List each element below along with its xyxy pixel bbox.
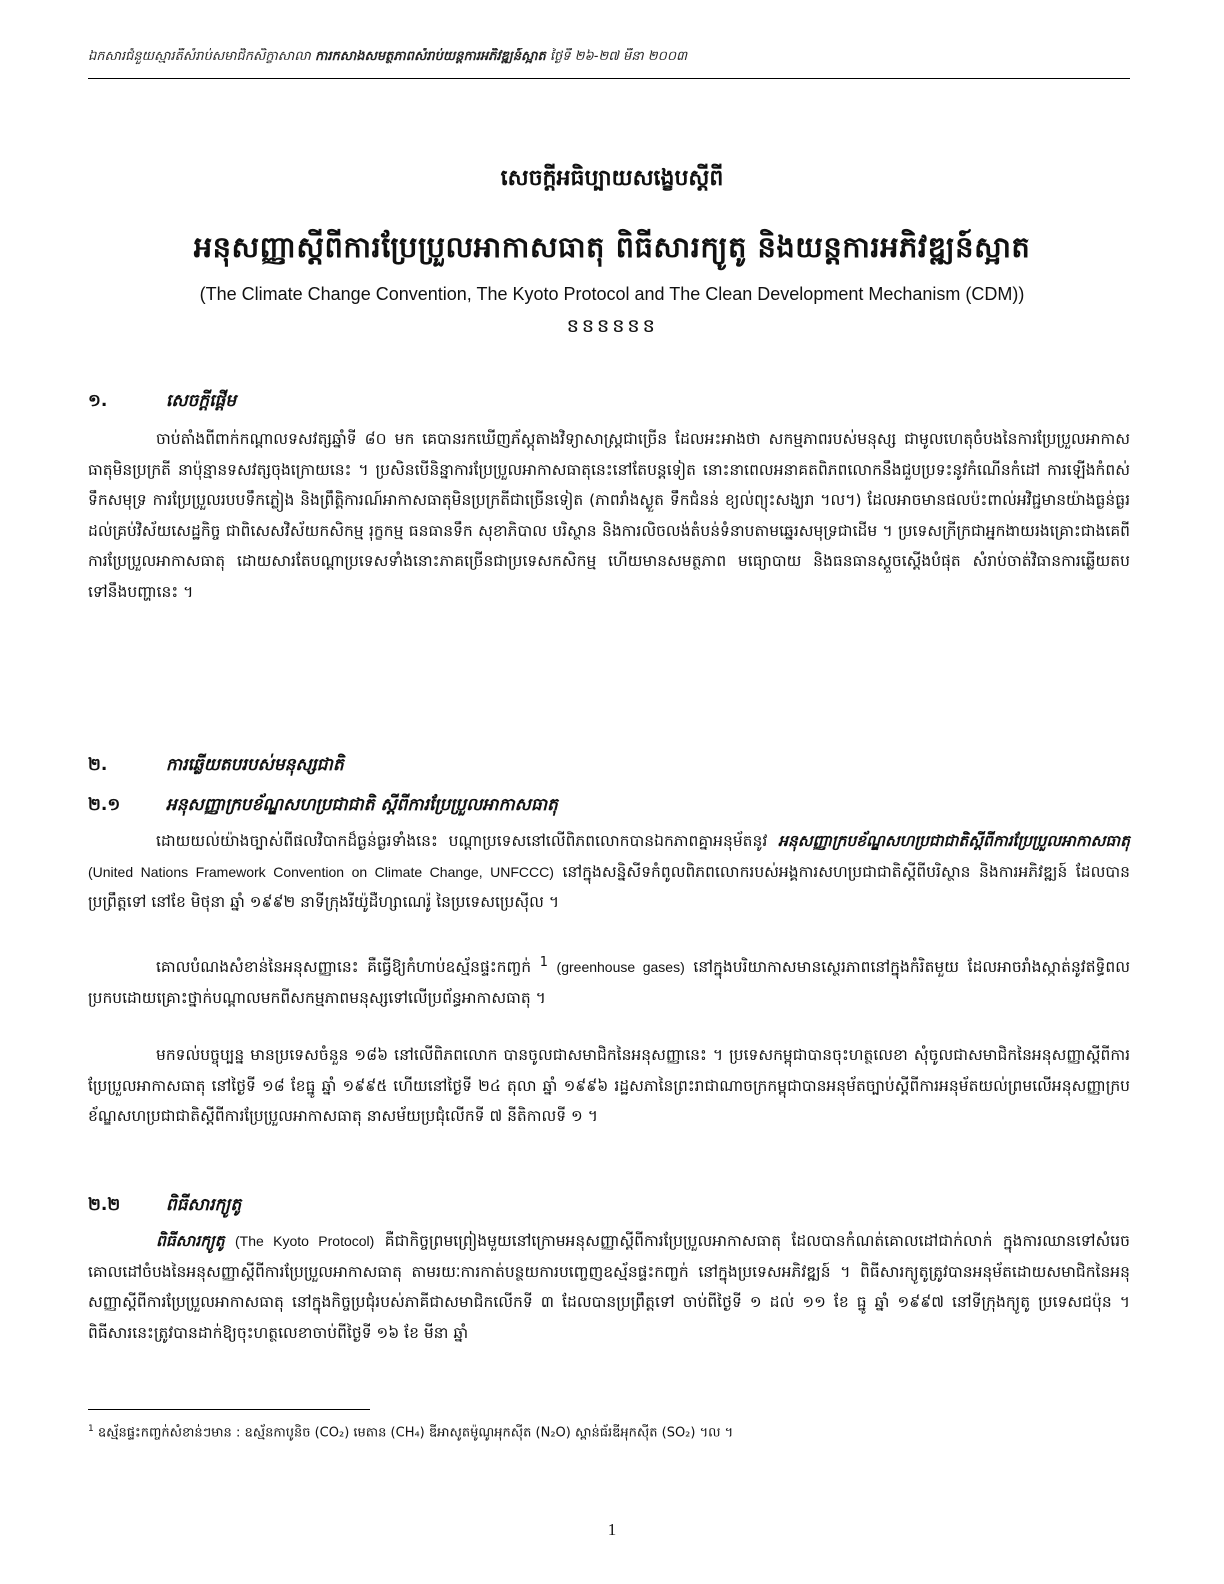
header-workshop-title: ការកសាងសមត្ថភាពសំរាប់យន្តការអភិវឌ្ឍន៍ស្អាត: [314, 49, 546, 64]
footnote-text: ឧស្ម័នផ្ទះកញ្ចក់សំខាន់ៗមាន : ឧស្ម័នកាបូនិច (CO₂) មេតាន (CH₄) ឌីអាសូតម៉ូណូអុកស៊ីត (N₂O) ស្ពាន់ធ័រឌីអុកស៊ីត (SO₂) ។ល ។: [97, 1425, 734, 1441]
document-english-subtitle: (The Climate Change Convention, The Kyoto Protocol and The Clean Development Mechanism (CDM)): [199, 284, 1025, 304]
section-heading-1: [88, 390, 236, 415]
paragraph-text: នៅក្នុងសន្និសីទកំពូលពិភពលោករបស់អង្គការសហប្រជាជាតិស្តីពីបរិស្ថាន និងការអភិវឌ្ឍន៍ ដែលបានប្រព្រឹត្តទៅ នៅខែ មិថុនា ឆ្នាំ ១៩៩២ នាទីក្រុងរីយ៉ូដឺហ្សាណេរ៉ូ នៃប្រទេសប្រេស៊ីល ។: [88, 862, 1130, 911]
kyoto-english: (The Kyoto Protocol): [234, 1233, 375, 1249]
paragraph-text: គោលបំណងសំខាន់នៃអនុសញ្ញានេះ គឺធ្វើឱ្យកំហាប់ឧស្ម័នផ្ទះកញ្ចក់: [156, 958, 540, 977]
header-text: ឯកសារជំនួយស្មារតីសំរាប់សមាជិកសិក្ខាសាលា: [88, 49, 311, 64]
section-title: អនុសញ្ញាក្របខ័ណ្ឌសហប្រជាជាតិ ស្តីពីការប្រែប្រួលអាកាសធាតុ: [165, 795, 558, 815]
section-number: ២.២: [88, 1195, 121, 1215]
section-title: ការឆ្លើយតបរបស់មនុស្សជាតិ: [165, 755, 344, 775]
footnote-divider: [88, 1409, 370, 1410]
section-number: ១.: [88, 391, 108, 411]
document-main-title: អនុសញ្ញាស្តីពីការប្រែប្រួលអាកាសធាតុ ពិធីសារក្យូតូ និងយន្តការអភិវឌ្ឍន៍ស្អាត: [193, 230, 1031, 264]
paragraph-unfccc: [88, 826, 1130, 918]
footnote: [88, 1424, 1130, 1443]
paragraph-introduction: ចាប់តាំងពីពាក់កណ្តាលទសវត្សឆ្នាំទី ៨០ មក គេបានរកឃើញភ័ស្តុតាងវិទ្យាសាស្ត្រជាច្រើន ដែលអះអាងថា សកម្មភាពរបស់មនុស្ស ជាមូលហេតុចំបងនៃការប្រែប្រួលអាកាសធាតុមិនប្រក្រតី នាប៉ុន្មានទសវត្សចុងក្រោយនេះ ។ ប្រសិនបើនិន្នាការប្រែប្រួលអាកាសធាតុនេះនៅតែបន្តទៀត នោះនាពេលអនាគតពិភពលោកនឹងជួបប្រទះនូវកំណើនកំដៅ ការឡើងកំពស់ទឹកសមុទ្រ ការប្រែប្រួលរបបទឹកភ្លៀង និងព្រឹត្តិការណ៍អាកាសធាតុមិនប្រក្រតីជាច្រើនទៀត (ភាពរាំងស្ងួត ទឹកជំនន់ ខ្យល់ព្យុះសង្ឃរា ។ល។) ដែលអាចមានផលប៉ះពាល់អវិជ្ជមានយ៉ាងធ្ងន់ធ្ងរដល់គ្រប់វិស័យសេដ្ឋកិច្ច ជាពិសេសវិស័យកសិកម្ម រុក្ខកម្ម ធនធានទឹក សុខាភិបាល បរិស្ថាន និងការលិចលង់តំបន់ទំនាបតាមឆ្នេរសមុទ្រជាដើម ។ ប្រទេសក្រីក្រជាអ្នកងាយរងគ្រោះជាងគេពីការប្រែប្រួលអាកាសធាតុ ដោយសារតែបណ្តាប្រទេសទាំងនោះភាគច្រើនជាប្រទេសកសិកម្ម ហើយមានសមត្ថភាព មធ្យោបាយ និងធនធានស្តួចស្តើងបំផុត សំរាប់ចាត់វិធានការឆ្លើយតបទៅនឹងបញ្ហានេះ ។: [88, 430, 1130, 601]
section-heading-2: [88, 754, 344, 779]
paragraph-objective: [88, 948, 1130, 1013]
section-title: ពិធីសារក្យូតូ: [165, 1195, 242, 1215]
section-heading-2-1: [88, 794, 558, 819]
paragraph-text: គឺជាកិច្ចព្រមព្រៀងមួយនៅក្រោមអនុសញ្ញាស្តីពីការប្រែប្រួលអាកាសធាតុ ដែលបានកំណត់គោលដៅជាក់លាក់ ក្នុងការឈានទៅសំរេចគោលដៅចំបងនៃអនុសញ្ញាស្តីពីការប្រែប្រួលអាកាសធាតុ តាមរយៈការកាត់បន្ថយការបញ្ចេញឧស្ម័នផ្ទះកញ្ចក់ នៅក្នុងប្រទេសអភិវឌ្ឍន៍ ។ ពិធីសារក្យូតូត្រូវបានអនុម័តដោយសមាជិកនៃអនុសញ្ញាស្តីពីការប្រែប្រួលអាកាសធាតុ នៅក្នុងកិច្ចប្រជុំរបស់ភាគីជាសមាជិកលើកទី ៣ ដែលបានប្រព្រឹត្តទៅ ចាប់ពីថ្ងៃទី ១ ដល់ ១១ ខែ ធ្នូ ឆ្នាំ ១៩៩៧ នៅទីក្រុងក្យូតូ ប្រទេសជប៉ុន ។ ពិធីសារនេះត្រូវបានដាក់ឱ្យចុះហត្ថលេខាចាប់ពីថ្ងៃទី ១៦ ខែ មីនា ឆ្នាំ: [88, 1232, 1130, 1342]
kyoto-name: ពិធីសារក្យូតូ: [156, 1232, 225, 1250]
section-heading-2-2: [88, 1194, 241, 1219]
footnote-mark: 1: [88, 1424, 94, 1434]
ornament-divider: ៜៜៜៜៜៜ: [566, 313, 658, 337]
greenhouse-gases-english: (greenhouse gases): [556, 959, 685, 976]
paragraph-kyoto: [88, 1226, 1130, 1348]
document-title: សេចក្តីអធិប្បាយសង្ខេបស្តីពី: [500, 166, 724, 191]
header-divider: [88, 78, 1130, 79]
running-header: [88, 48, 1130, 78]
footnote-reference[interactable]: 1: [539, 955, 548, 970]
section-number: ២.១: [88, 795, 121, 815]
unfccc-name: អនុសញ្ញាក្របខ័ណ្ឌសហប្រជាជាតិស្តីពីការប្រែប្រួលអាកាសធាតុ: [778, 832, 1130, 850]
section-title: សេចក្តីផ្តើម: [165, 391, 237, 411]
unfccc-english: (United Nations Framework Convention on Climate Change, UNFCCC): [88, 863, 554, 880]
section-number: ២.: [88, 755, 108, 775]
paragraph-membership: មកទល់បច្ចុប្បន្ន មានប្រទេសចំនួន ១៨៦ នៅលើពិភពលោក បានចូលជាសមាជិកនៃអនុសញ្ញានេះ ។ ប្រទេសកម្ពុជាបានចុះហត្ថលេខា សុំចូលជាសមាជិកនៃអនុសញ្ញាស្តីពីការប្រែប្រួលអាកាសធាតុ នៅថ្ងៃទី ១៨ ខែធ្នូ ឆ្នាំ ១៩៩៥ ហើយនៅថ្ងៃទី ២៤ តុលា ឆ្នាំ ១៩៩៦ រដ្ឋសភានៃព្រះរាជាណាចក្រកម្ពុជាបានអនុម័តច្បាប់ស្តីពីការអនុម័តយល់ព្រមលើអនុសញ្ញាក្របខ័ណ្ឌសហប្រជាជាតិស្តីពីការប្រែប្រួលអាកាសធាតុ នាសម័យប្រជុំលើកទី ៧ នីតិកាលទី ១ ។: [88, 1046, 1130, 1125]
header-date: ថ្ងៃទី ២៦-២៧ មីនា ២០០៣: [549, 49, 688, 64]
page-number: 1: [607, 1520, 617, 1539]
paragraph-text: នៅក្នុងបរិយាកាសមានស្ថេរភាពនៅក្នុងកំរិតមួយ ដែលអាចរាំងស្កាត់នូវឥទ្ធិពលប្រកបដោយគ្រោះថ្នាក់បណ្តាលមកពីសកម្មភាពមនុស្សទៅលើប្រព័ន្ធអាកាសធាតុ ។: [88, 958, 1130, 1007]
paragraph-text: ដោយយល់យ៉ាងច្បាស់ពីផលវិបាកដ៏ធ្ងន់ធ្ងរទាំងនេះ បណ្តាប្រទេសនៅលើពិភពលោកបានឯកភាពគ្នាអនុម័តនូវ: [156, 832, 779, 850]
